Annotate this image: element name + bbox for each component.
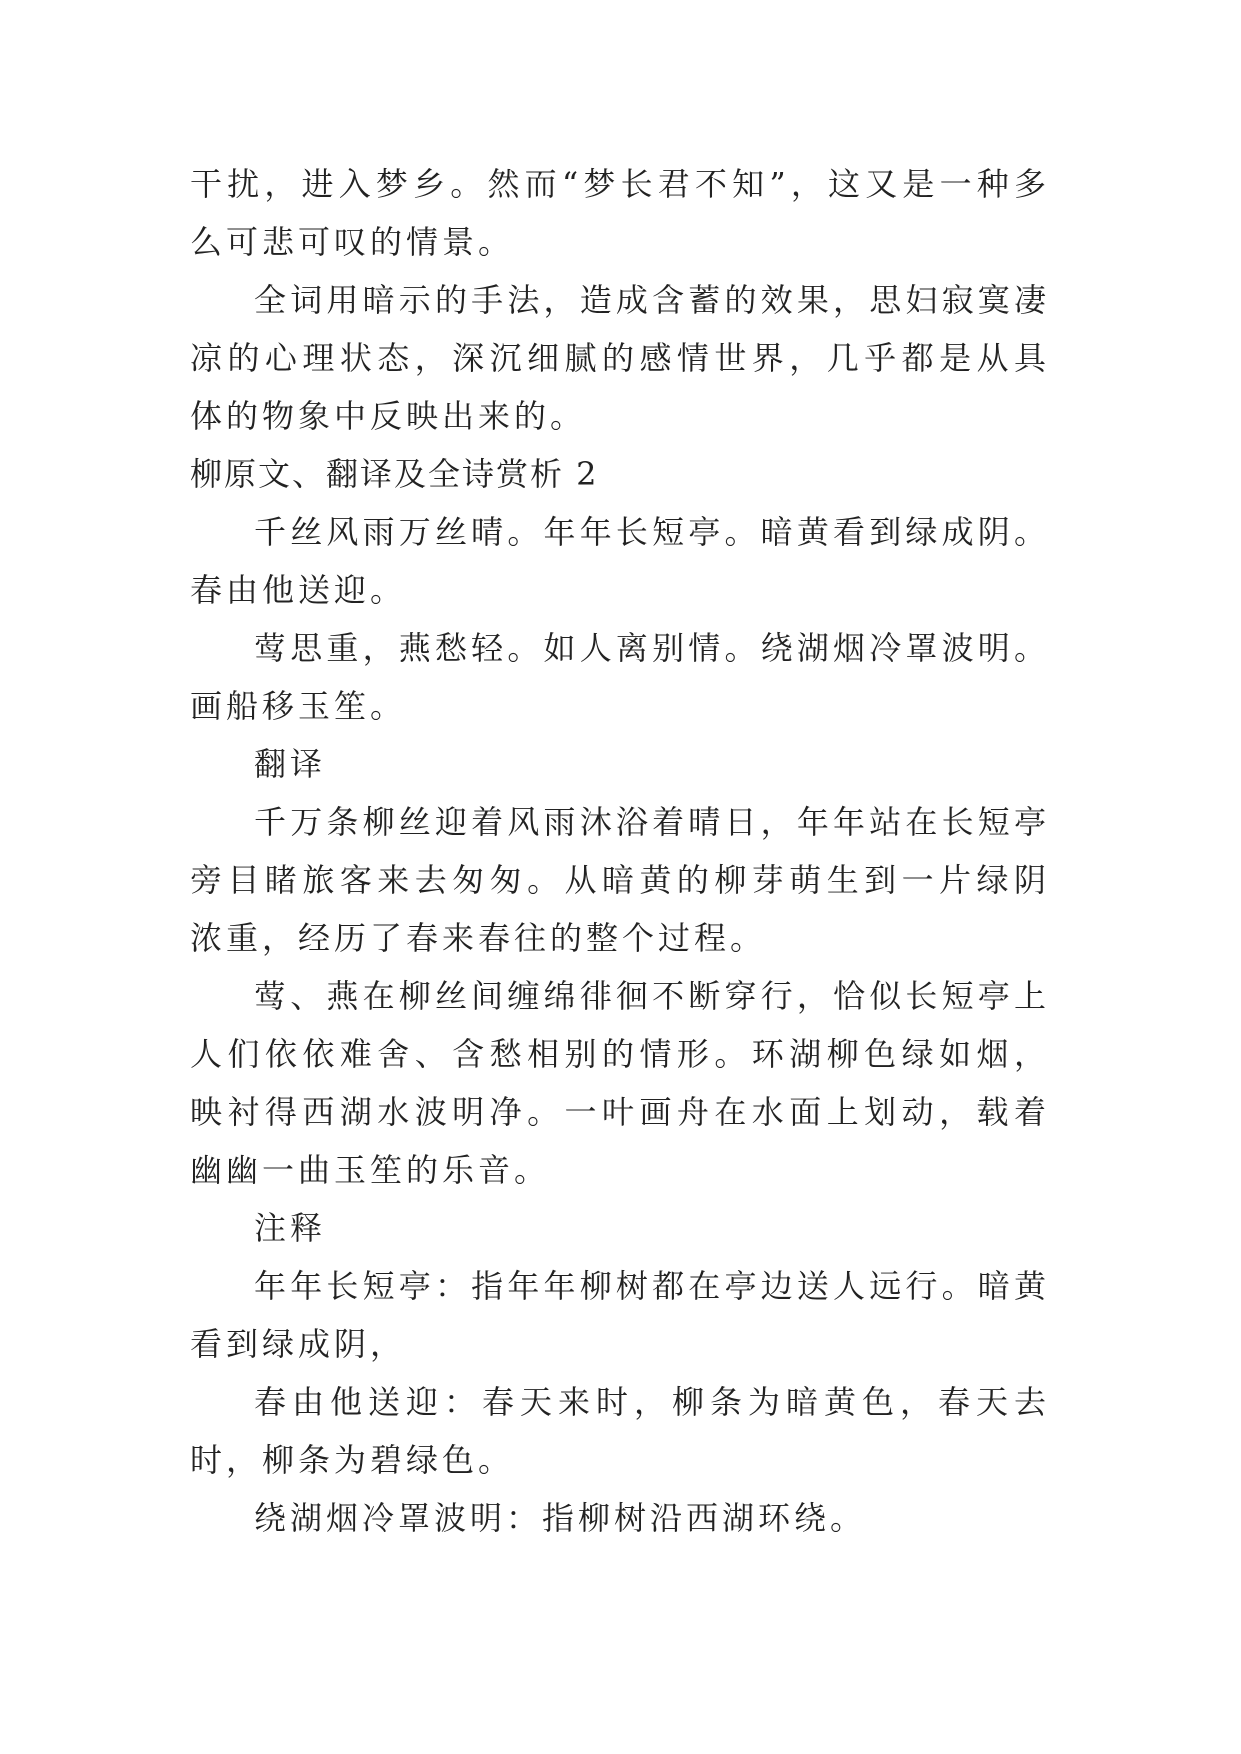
poem-stanza: 千丝风雨万丝晴。年年长短亭。暗黄看到绿成阴。春由他送迎。: [190, 513, 1050, 609]
poem-stanza: 莺思重，燕愁轻。如人离别情。绕湖烟冷罩波明。画船移玉笙。: [190, 629, 1050, 725]
note-item: 春由他送迎：春天来时，柳条为暗黄色，春天去时，柳条为碧绿色。: [190, 1383, 1050, 1479]
paragraph: 千万条柳丝迎着风雨沐浴着晴日，年年站在长短亭旁目睹旅客来去匆匆。从暗黄的柳芽萌生到一片绿阴浓重，经历了春来春往的整个过程。: [190, 803, 1050, 957]
note-item: 年年长短亭：指年年柳树都在亭边送人远行。暗黄看到绿成阴，: [190, 1267, 1050, 1363]
document-body: [190, 155, 1050, 1547]
subheading-translation: 翻译: [254, 745, 327, 783]
paragraph: 莺、燕在柳丝间缠绵徘徊不断穿行，恰似长短亭上人们依依难舍、含愁相别的情形。环湖柳色绿如烟，映衬得西湖水波明净。一叶画舟在水面上划动，载着幽幽一曲玉笙的乐音。: [190, 977, 1050, 1189]
section-heading: 柳原文、翻译及全诗赏析 2: [190, 455, 599, 493]
paragraph: 干扰，进入梦乡。然而“梦长君不知”，这又是一种多么可悲可叹的情景。: [190, 165, 1050, 261]
subheading-notes: 注释: [254, 1209, 327, 1247]
paragraph: 全词用暗示的手法，造成含蓄的效果，思妇寂寞凄凉的心理状态，深沉细腻的感情世界，几乎都是从具体的物象中反映出来的。: [190, 281, 1050, 435]
note-item: 绕湖烟冷罩波明：指柳树沿西湖环绕。: [254, 1499, 867, 1537]
